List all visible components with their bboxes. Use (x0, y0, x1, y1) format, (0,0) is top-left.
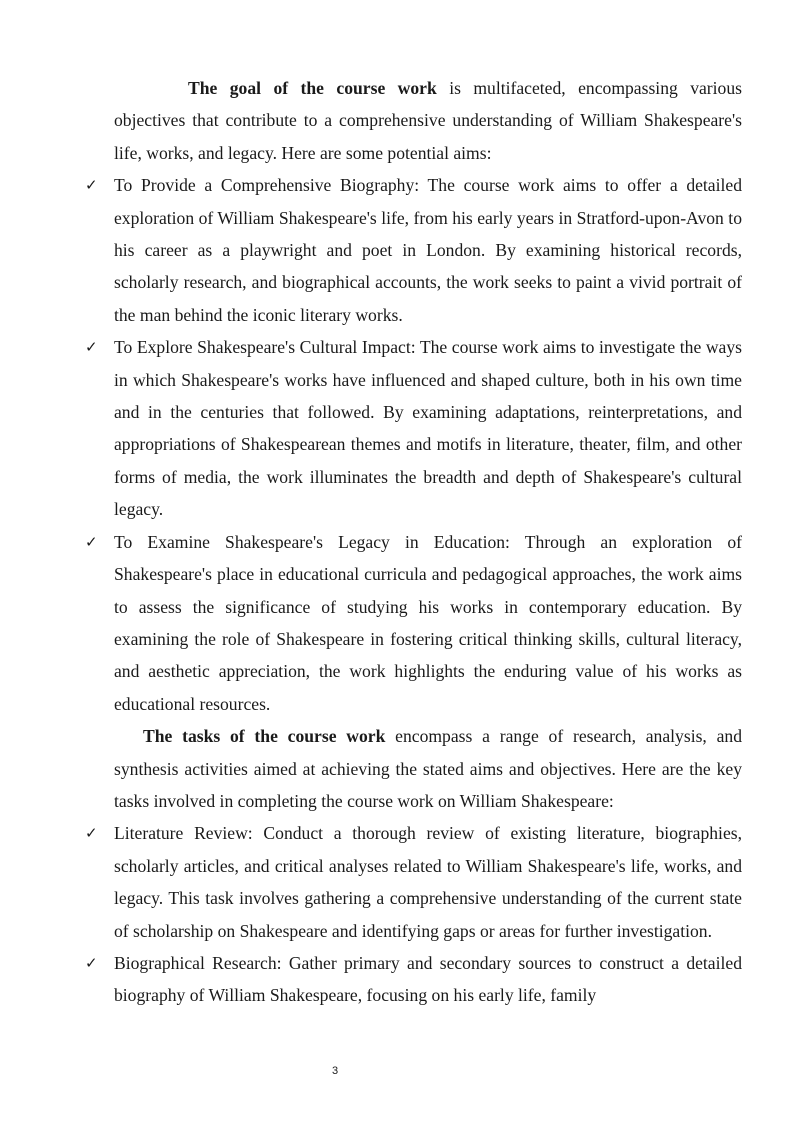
page-body (85, 72, 743, 1012)
goal-paragraph (114, 72, 742, 169)
list-item-text: Literature Review: Conduct a thorough review of existing literature, biographies, scholarly articles, and critical analyses related to William Shakespeare's life, works, and legacy. This task involves gathering a comprehensive understanding of the current state of scholarship on Shakespeare and identifying gaps or areas for further investigation. (114, 823, 742, 941)
tasks-text: encompass a range of research, analysis, and synthesis activities aimed at achieving the stated aims and objectives. Here are the key tasks involved in completing the course work on William Shakespeare: (114, 726, 743, 811)
page-number: 3 (331, 1065, 339, 1077)
goal-text: is multifaceted, encompassing various objectives that contribute to a comprehensive understanding of William Shakespeare's life, works, and legacy. Here are some potential aims: (114, 78, 742, 163)
list-item-text: To Examine Shakespeare's Legacy in Education: Through an exploration of Shakespeare's place in educational curricula and pedagogical approaches, the work aims to assess the significance of studying his works in contemporary education. By examining the role of Shakespeare in fostering critical thinking skills, cultural literacy, and aesthetic appreciation, the work highlights the enduring value of his works as educational resources. (114, 531, 742, 714)
checkmark-icon: ✓ (85, 824, 98, 843)
list-item-text: To Provide a Comprehensive Biography: The course work aims to offer a detailed exploration of William Shakespeare's life, from his early years in Stratford-upon-Avon to his career as a playwright and poet in London. By examining historical records, scholarly research, and biographical accounts, the work seeks to paint a vivid portrait of the man behind the iconic literary works. (114, 175, 742, 325)
checkmark-icon: ✓ (85, 176, 98, 195)
checkmark-icon: ✓ (85, 953, 98, 972)
checkmark-icon: ✓ (85, 338, 98, 357)
aims-list (85, 169, 742, 720)
tasks-heading: The tasks of the course work (143, 726, 386, 747)
checkmark-icon: ✓ (85, 532, 98, 551)
tasks-paragraph (114, 720, 742, 817)
list-item (85, 331, 742, 525)
list-item (85, 947, 742, 1012)
goal-heading: The goal of the course work (188, 78, 437, 98)
list-item (85, 526, 742, 720)
list-item-text: To Explore Shakespeare's Cultural Impact: The course work aims to investigate the ways in which Shakespeare's works have influenced and shaped culture, both in his own time and in the centuries that followed. By examining adaptations, reinterpretations, and appropriations of Shakespearean themes and motifs in literature, theater, film, and other forms of media, the work illuminates the breadth and depth of Shakespeare's cultural legacy. (114, 337, 742, 520)
list-item (85, 817, 742, 947)
list-item-text: Biographical Research: Gather primary and secondary sources to construct a detailed biography of William Shakespeare, focusing on his early life, family (114, 952, 742, 1006)
list-item (85, 169, 742, 331)
tasks-list (85, 817, 742, 1011)
